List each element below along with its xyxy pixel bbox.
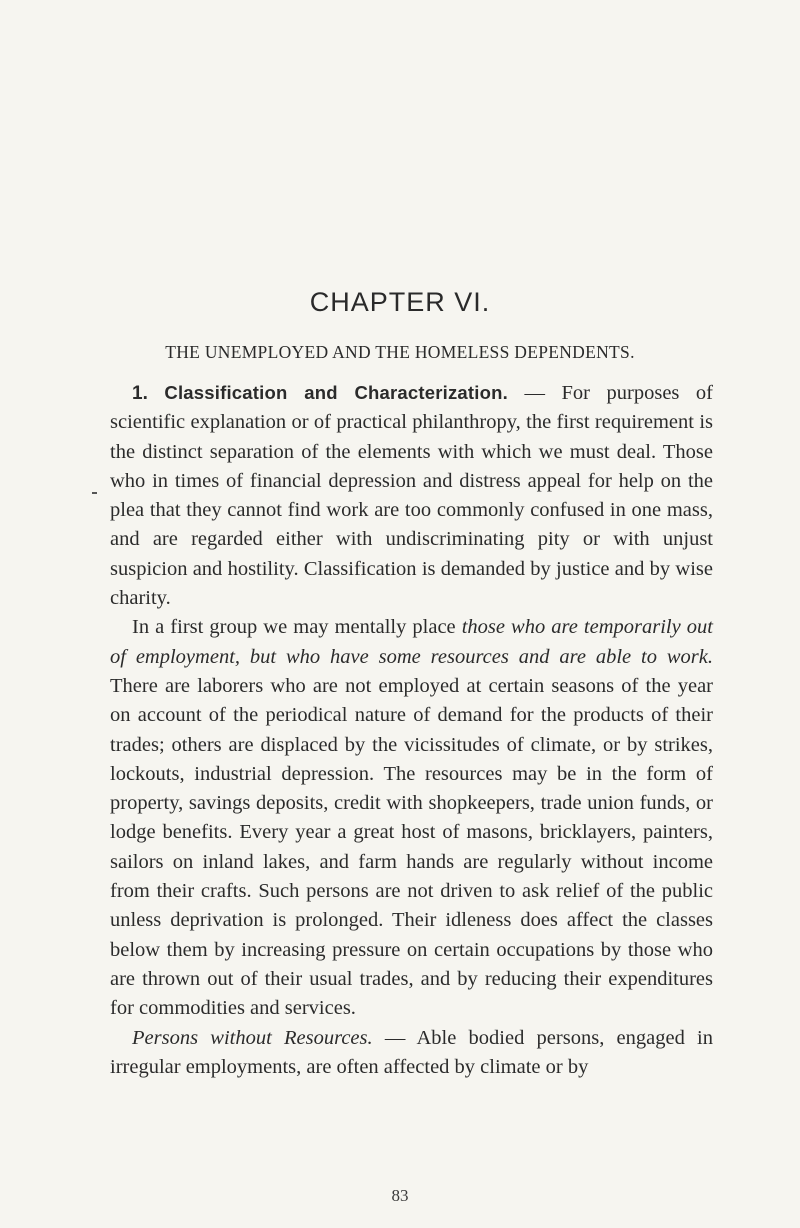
paragraph-1-text: For purposes of scientific explanation or of practical philanthropy, the first requirement is the distinct separation of the elements with which we must deal. Those who in times of financial depression and distress appeal for help on the plea that they cannot find work are too commonly confused in one mass, and are regarded either with undiscriminating pity or with unjust suspicion and hostility. Classification is demanded by justice and by wise charity. [110, 382, 714, 610]
paragraph-without-resources [110, 1024, 713, 1083]
chapter-title: CHAPTER VI. [309, 287, 491, 317]
chapter-subtitle: THE UNEMPLOYED AND THE HOMELESS DEPENDENTS. [165, 342, 635, 362]
section-heading: Classification and Characterization. [164, 382, 508, 403]
paragraph-2-italic: those who are temporarily out of employment, but who have some resources and are able to work. [110, 616, 713, 668]
paragraph-3-text: Able bodied persons, engaged in irregular employments, are often affected by climate or by [110, 1026, 714, 1078]
paragraph-3-italic: Persons without Resources. [132, 1026, 373, 1049]
paragraph-first-group [110, 613, 713, 1023]
page-number: 83 [391, 1186, 409, 1205]
paragraph-3-dash: — [372, 1026, 417, 1049]
paragraph-2-lead: In a first group we may mentally place [132, 616, 462, 639]
section-number: 1. [132, 383, 148, 404]
margin-mark [92, 492, 97, 494]
paragraph-classification [110, 378, 713, 613]
section-dash: — [507, 382, 562, 404]
body-text [110, 378, 713, 1082]
paragraph-2-text: There are laborers who are not employed at certain seasons of the year on account of the periodical nature of demand for the products of their trades; others are displaced by the vicissitudes of climate, or by strikes, lockouts, industrial depression. The resources may be in the form of property, savings deposits, credit with shopkeepers, trade union funds, or lodge benefits. Every year a great host of masons, bricklayers, painters, sailors on inland lakes, and farm hands are regularly without income from their crafts. Such persons are not driven to ask relief of the public unless deprivation is prolonged. Their idleness does affect the classes below them by increasing pressure on certain occupations by those who are thrown out of their usual trades, and by reducing their expenditures for commodities and services. [110, 674, 713, 1020]
